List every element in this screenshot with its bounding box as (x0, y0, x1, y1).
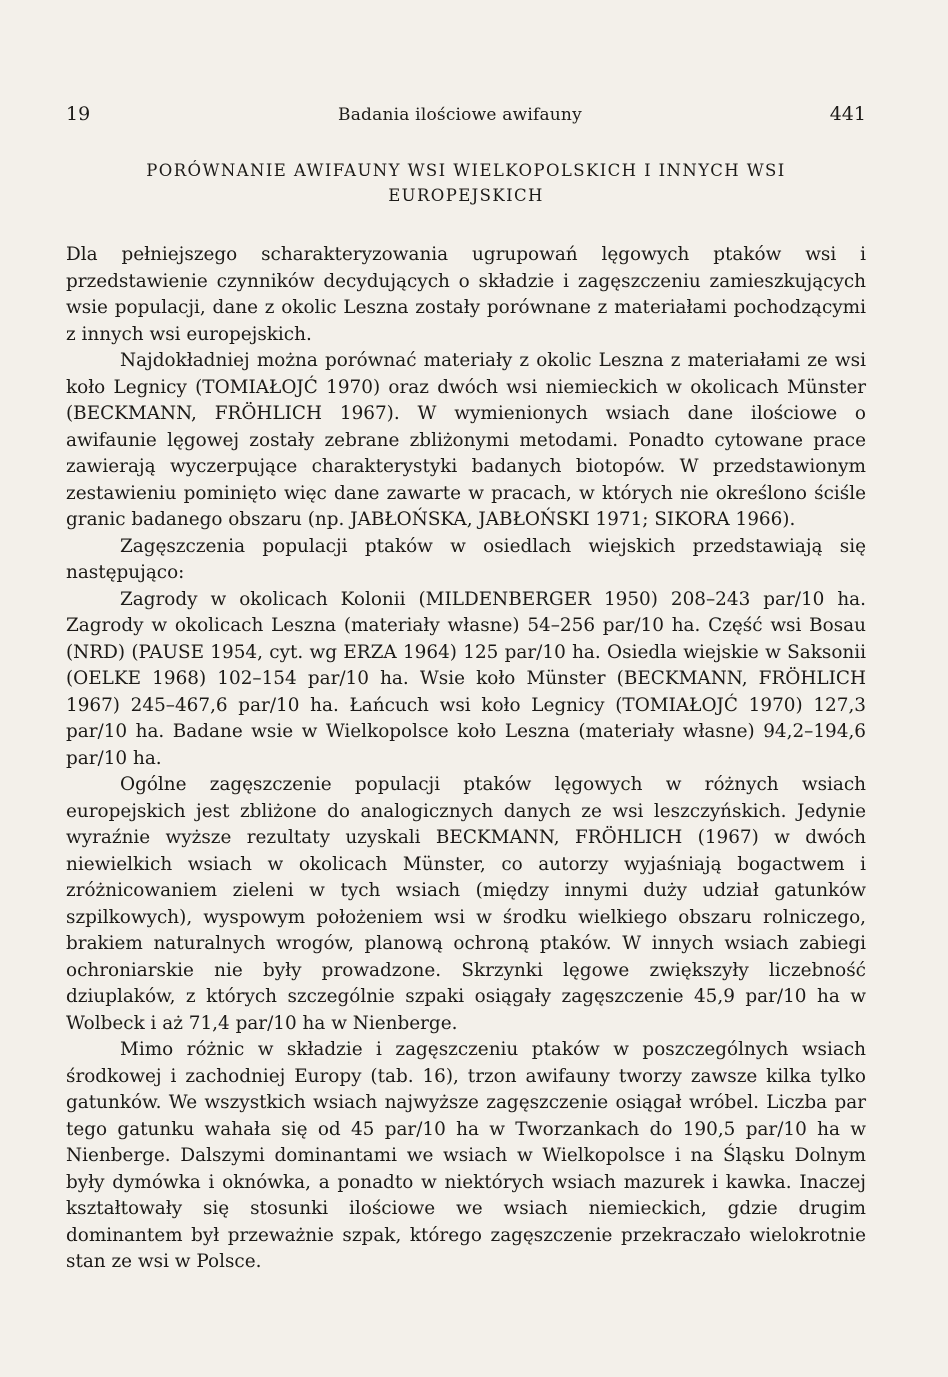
paragraph-densities-intro: Zagęszczenia populacji ptaków w osiedlach wiejskich przedstawiają się następująco: (66, 535, 866, 583)
paragraph-intro: Dla pełniejszego scharakteryzowania ugrupowań lęgowych ptaków wsi i przedstawienie czynników decydujących o składzie i zagęszczeniu zamieszkujących wsie populacji, dane z okolic Leszna zostały porównane z materiałami pochodzącymi z innych wsi europejskich. (66, 244, 866, 345)
paragraph-comparison: Najdokładniej można porównać materiały z okolic Leszna z materiałami ze wsi koło Legnicy (TOMIAŁOJĆ 1970) oraz dwóch wsi niemieckich w okolicach Münster (BECKMANN, FRÖHLICH 1967). W wymienionych wsiach dane ilościowe o awifaunie lęgowej zostały zebrane zbliżonymi metodami. Ponadto cytowane prace zawierają wyczerpujące charakterystyki badanych biotopów. W przedstawionym zestawieniu pominięto więc dane zawarte w pracach, w których nie określono ściśle granic badanego obszaru (np. JABŁOŃSKA, JABŁOŃSKI 1971; SIKORA 1966). (66, 350, 866, 530)
running-header (66, 103, 866, 125)
section-title-line-1: PORÓWNANIE AWIFAUNY WSI WIELKOPOLSKICH I INNYCH WSI (146, 161, 786, 180)
running-title: Badania ilościowe awifauny (338, 105, 582, 125)
page-number-left: 19 (66, 103, 91, 125)
page-number-right: 441 (829, 103, 866, 125)
section-title (66, 158, 866, 208)
section-title-line-2: EUROPEJSKICH (388, 186, 544, 205)
paragraph-general-density: Ogólne zagęszczenie populacji ptaków lęgowych w różnych wsiach europejskich jest zbliżone do analogicznych danych ze wsi leszczyńskich. Jedynie wyraźnie wyższe rezultaty uzyskali BECKMANN, FRÖHLICH (1967) w dwóch niewielkich wsiach w okolicach Münster, co autorzy wyjaśniają bogactwem i zróżnicowaniem zieleni w tych wsiach (między innymi duży udział gatunków szpilkowych), wyspowym położeniem wsi w środku wielkiego obszaru rolniczego, brakiem naturalnych wrogów, planową ochroną ptaków. W innych wsiach zabiegi ochroniarskie nie były prowadzone. Skrzynki lęgowe zwiększyły liczebność dziuplaków, z których szczególnie szpaki osiągały zagęszczenie 45,9 par/10 ha w Wolbeck i aż 71,4 par/10 ha w Nienberge. (66, 774, 866, 1034)
body-text (66, 242, 866, 1276)
paragraph-densities-list: Zagrody w okolicach Kolonii (MILDENBERGER 1950) 208–243 par/10 ha. Zagrody w okolicach Leszna (materiały własne) 54–256 par/10 ha. Część wsi Bosau (NRD) (PAUSE 1954, cyt. wg ERZA 1964) 125 par/10 ha. Osiedla wiejskie w Saksonii (OELKE 1968) 102–154 par/10 ha. Wsie koło Münster (BECKMANN, FRÖHLICH 1967) 245–467,6 par/10 ha. Łańcuch wsi koło Legnicy (TOMIAŁOJĆ 1970) 127,3 par/10 ha. Badane wsie w Wielkopolsce koło Leszna (materiały własne) 94,2–194,6 par/10 ha. (66, 588, 866, 769)
paragraph-dominant-species: Mimo różnic w składzie i zagęszczeniu ptaków w poszczególnych wsiach środkowej i zachodniej Europy (tab. 16), trzon awifauny tworzy zawsze kilka tylko gatunków. We wszystkich wsiach najwyższe zagęszczenie osiągał wróbel. Liczba par tego gatunku wahała się od 45 par/10 ha w Tworzankach do 190,5 par/10 ha w Nienberge. Dalszymi dominantami we wsiach w Wielkopolsce i na Śląsku Dolnym były dymówka i oknówka, a ponadto w niektórych wsiach mazurek i kawka. Inaczej kształtowały się stosunki ilościowe we wsiach niemieckich, gdzie drugim dominantem był przeważnie szpak, którego zagęszczenie przekraczało wielokrotnie stan ze wsi w Polsce. (66, 1039, 866, 1272)
